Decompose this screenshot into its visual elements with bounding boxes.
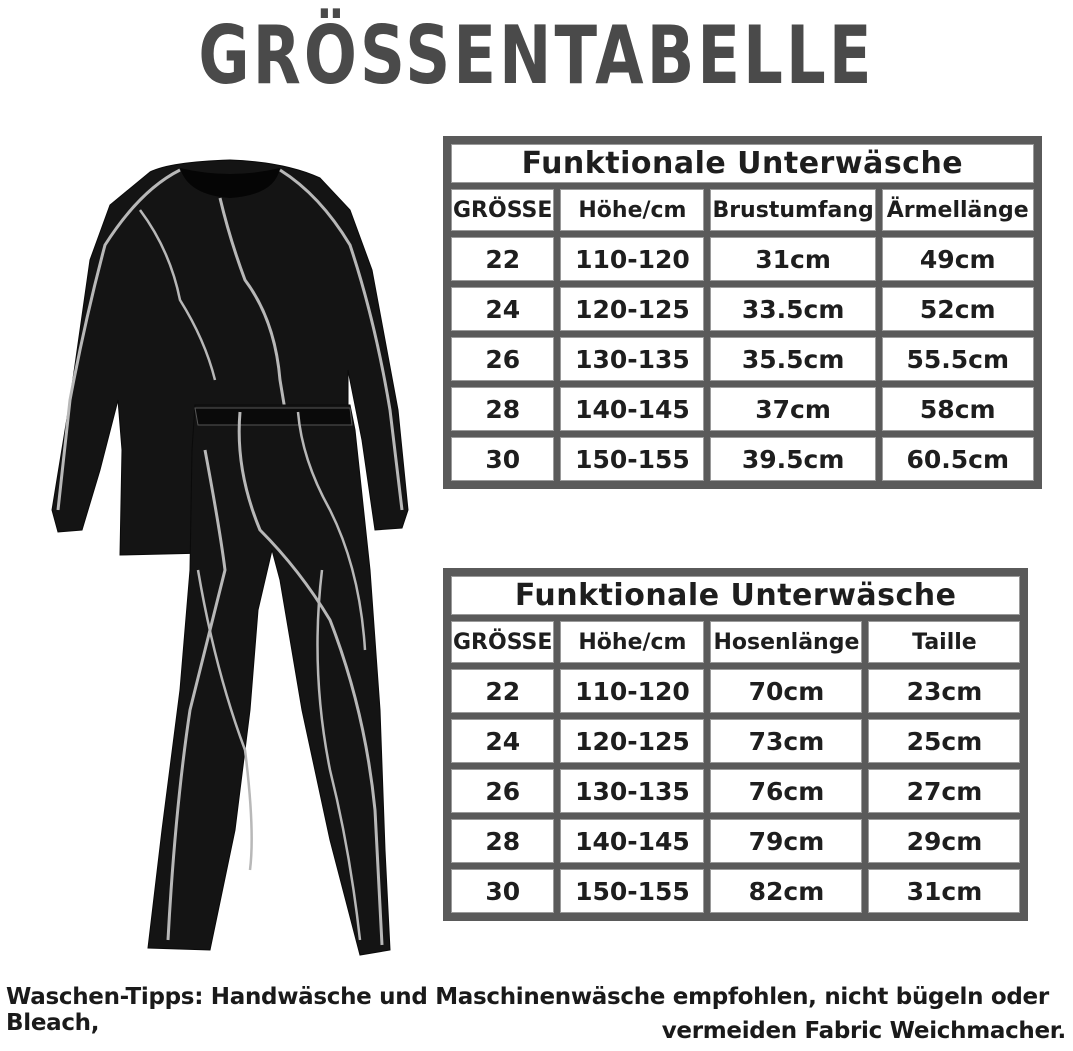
column-header: GRÖSSE xyxy=(451,621,554,663)
height-cell: 130-135 xyxy=(560,769,704,813)
pants-length-cell: 79cm xyxy=(710,819,862,863)
sleeve-cell: 52cm xyxy=(882,287,1034,331)
column-header: Taille xyxy=(868,621,1020,663)
column-header: Höhe/cm xyxy=(560,621,704,663)
height-cell: 140-145 xyxy=(560,387,704,431)
table-row xyxy=(451,287,1034,331)
chest-cell: 35.5cm xyxy=(710,337,875,381)
height-cell: 150-155 xyxy=(560,869,704,913)
height-cell: 130-135 xyxy=(560,337,704,381)
chest-cell: 33.5cm xyxy=(710,287,875,331)
page-title: GRÖSSENTABELLE xyxy=(198,9,875,102)
height-cell: 110-120 xyxy=(560,237,704,281)
height-cell: 110-120 xyxy=(560,669,704,713)
waist-cell: 27cm xyxy=(868,769,1020,813)
height-cell: 140-145 xyxy=(560,819,704,863)
table-row xyxy=(451,437,1034,481)
size-cell: 24 xyxy=(451,287,554,331)
size-cell: 22 xyxy=(451,237,554,281)
waist-cell: 23cm xyxy=(868,669,1020,713)
table-row xyxy=(451,819,1020,863)
size-cell: 30 xyxy=(451,869,554,913)
column-header: Höhe/cm xyxy=(560,189,704,231)
size-cell: 30 xyxy=(451,437,554,481)
size-cell: 22 xyxy=(451,669,554,713)
column-header: Ärmellänge xyxy=(882,189,1034,231)
chest-cell: 39.5cm xyxy=(710,437,875,481)
height-cell: 120-125 xyxy=(560,287,704,331)
washing-tips-line-1: Waschen-Tipps: Handwäsche und Maschinenwäsche empfohlen, nicht bügeln oder Bleach, xyxy=(6,984,1049,1036)
height-cell: 120-125 xyxy=(560,719,704,763)
waist-cell: 29cm xyxy=(868,819,1020,863)
size-cell: 26 xyxy=(451,769,554,813)
size-cell: 28 xyxy=(451,819,554,863)
table-row xyxy=(451,387,1034,431)
column-header: Brustumfang xyxy=(710,189,875,231)
thermal-underwear-set-illustration xyxy=(30,150,420,965)
chest-cell: 37cm xyxy=(710,387,875,431)
size-cell: 26 xyxy=(451,337,554,381)
column-header: GRÖSSE xyxy=(451,189,554,231)
pants-length-cell: 73cm xyxy=(710,719,862,763)
table-caption: Funktionale Unterwäsche xyxy=(451,144,1034,183)
table-row xyxy=(451,769,1020,813)
sleeve-cell: 55.5cm xyxy=(882,337,1034,381)
pants-length-cell: 70cm xyxy=(710,669,862,713)
table-row xyxy=(451,337,1034,381)
waist-cell: 31cm xyxy=(868,869,1020,913)
sleeve-cell: 58cm xyxy=(882,387,1034,431)
table-row xyxy=(451,869,1020,913)
height-cell: 150-155 xyxy=(560,437,704,481)
table-row xyxy=(451,237,1034,281)
pants-size-table xyxy=(443,568,1028,921)
washing-tips-line-2: vermeiden Fabric Weichmacher. xyxy=(661,1018,1066,1044)
table-caption: Funktionale Unterwäsche xyxy=(451,576,1020,615)
waist-cell: 25cm xyxy=(868,719,1020,763)
chest-cell: 31cm xyxy=(710,237,875,281)
sleeve-cell: 60.5cm xyxy=(882,437,1034,481)
pants-length-cell: 82cm xyxy=(710,869,862,913)
pants-length-cell: 76cm xyxy=(710,769,862,813)
size-cell: 28 xyxy=(451,387,554,431)
column-header: Hosenlänge xyxy=(710,621,862,663)
table-row xyxy=(451,669,1020,713)
shirt-size-table xyxy=(443,136,1042,489)
size-cell: 24 xyxy=(451,719,554,763)
table-row xyxy=(451,719,1020,763)
sleeve-cell: 49cm xyxy=(882,237,1034,281)
